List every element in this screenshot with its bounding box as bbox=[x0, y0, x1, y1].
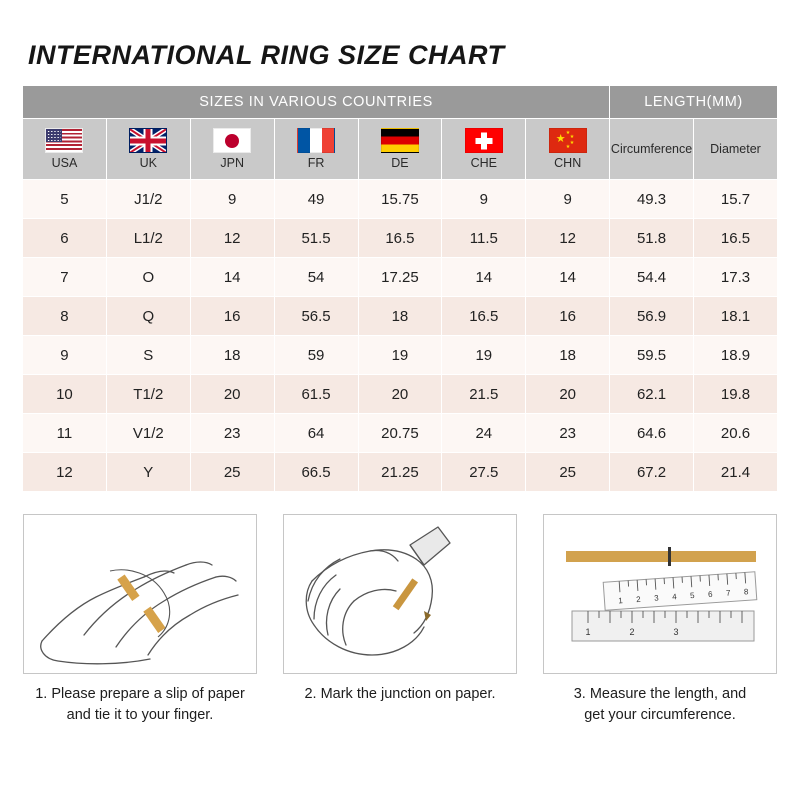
svg-text:3: 3 bbox=[673, 627, 679, 637]
step-3-line1: 3. Measure the length, and bbox=[573, 686, 747, 702]
step-3-caption bbox=[543, 684, 777, 726]
cell-de: 17.25 bbox=[358, 258, 442, 297]
cell-diameter: 19.8 bbox=[694, 375, 778, 414]
cell-che: 16.5 bbox=[442, 297, 526, 336]
step-1 bbox=[23, 514, 257, 726]
cell-jpn: 12 bbox=[190, 219, 274, 258]
hand-marking-with-pen-icon bbox=[284, 515, 517, 674]
column-header-chn bbox=[526, 119, 610, 180]
cell-che: 21.5 bbox=[442, 375, 526, 414]
svg-text:8: 8 bbox=[743, 587, 749, 597]
cell-chn: 23 bbox=[526, 414, 610, 453]
column-header-circumference bbox=[610, 119, 694, 180]
cell-diameter: 18.9 bbox=[694, 336, 778, 375]
group-header-row bbox=[23, 86, 778, 119]
cell-de: 19 bbox=[358, 336, 442, 375]
step-1-caption bbox=[23, 684, 257, 726]
cell-uk: O bbox=[106, 258, 190, 297]
column-label-diameter: Diameter bbox=[710, 142, 761, 156]
cell-usa: 5 bbox=[23, 180, 107, 219]
cell-chn: 12 bbox=[526, 219, 610, 258]
svg-text:2: 2 bbox=[635, 594, 642, 605]
column-label-usa: USA bbox=[51, 156, 78, 170]
cell-de: 16.5 bbox=[358, 219, 442, 258]
column-label-fr: FR bbox=[307, 156, 325, 170]
svg-text:4: 4 bbox=[671, 592, 677, 602]
cell-uk: J1/2 bbox=[106, 180, 190, 219]
flag-china-icon: ★ ★ ★ ★ ★ bbox=[549, 128, 587, 153]
cell-jpn: 14 bbox=[190, 258, 274, 297]
cell-circumference: 54.4 bbox=[610, 258, 694, 297]
cell-fr: 64 bbox=[274, 414, 358, 453]
step-3 bbox=[543, 514, 777, 726]
svg-text:6: 6 bbox=[707, 589, 713, 600]
column-label-chn: CHN bbox=[554, 156, 582, 170]
step-2-illustration bbox=[283, 514, 517, 674]
cell-che: 9 bbox=[442, 180, 526, 219]
flag-germany-icon bbox=[381, 128, 419, 153]
cell-jpn: 16 bbox=[190, 297, 274, 336]
cell-usa: 12 bbox=[23, 453, 107, 492]
page-title: INTERNATIONAL RING SIZE CHART bbox=[28, 40, 505, 70]
cell-jpn: 25 bbox=[190, 453, 274, 492]
cell-de: 15.75 bbox=[358, 180, 442, 219]
cell-chn: 16 bbox=[526, 297, 610, 336]
table-row bbox=[23, 258, 778, 297]
cell-circumference: 67.2 bbox=[610, 453, 694, 492]
column-label-che: CHE bbox=[470, 156, 498, 170]
cell-diameter: 18.1 bbox=[694, 297, 778, 336]
cell-uk: Y bbox=[106, 453, 190, 492]
cell-fr: 49 bbox=[274, 180, 358, 219]
step-2 bbox=[283, 514, 517, 726]
cell-usa: 7 bbox=[23, 258, 107, 297]
cell-che: 14 bbox=[442, 258, 526, 297]
step-1-illustration bbox=[23, 514, 257, 674]
hand-with-paper-strip-icon bbox=[24, 515, 257, 674]
svg-text:1: 1 bbox=[585, 627, 591, 637]
cell-jpn: 18 bbox=[190, 336, 274, 375]
column-header-diameter bbox=[694, 119, 778, 180]
cell-de: 18 bbox=[358, 297, 442, 336]
column-header-che bbox=[442, 119, 526, 180]
flag-france-icon bbox=[297, 128, 335, 153]
cell-diameter: 15.7 bbox=[694, 180, 778, 219]
cell-che: 11.5 bbox=[442, 219, 526, 258]
cell-circumference: 62.1 bbox=[610, 375, 694, 414]
cell-fr: 59 bbox=[274, 336, 358, 375]
column-label-circumference: Circumference bbox=[610, 142, 693, 156]
table-row bbox=[23, 219, 778, 258]
cell-diameter: 20.6 bbox=[694, 414, 778, 453]
cell-fr: 61.5 bbox=[274, 375, 358, 414]
cell-chn: 14 bbox=[526, 258, 610, 297]
cell-circumference: 64.6 bbox=[610, 414, 694, 453]
ruler-upper-icon bbox=[603, 572, 757, 611]
cell-chn: 9 bbox=[526, 180, 610, 219]
table-row bbox=[23, 375, 778, 414]
cell-uk: S bbox=[106, 336, 190, 375]
cell-che: 24 bbox=[442, 414, 526, 453]
svg-text:1: 1 bbox=[617, 596, 624, 606]
cell-diameter: 21.4 bbox=[694, 453, 778, 492]
cell-de: 21.25 bbox=[358, 453, 442, 492]
svg-text:3: 3 bbox=[653, 593, 659, 603]
step-3-illustration bbox=[543, 514, 777, 674]
step-1-line1: 1. Please prepare a slip of paper bbox=[35, 686, 245, 702]
step-2-line1: 2. Mark the junction on paper. bbox=[304, 686, 496, 702]
svg-text:2: 2 bbox=[629, 627, 635, 637]
step-3-line2: get your circumference. bbox=[584, 707, 736, 724]
cell-de: 20.75 bbox=[358, 414, 442, 453]
cell-uk: V1/2 bbox=[106, 414, 190, 453]
cell-usa: 11 bbox=[23, 414, 107, 453]
column-header-uk bbox=[106, 119, 190, 180]
cell-circumference: 49.3 bbox=[610, 180, 694, 219]
step-1-line2: and tie it to your finger. bbox=[66, 707, 214, 724]
table-row bbox=[23, 297, 778, 336]
flag-usa-icon bbox=[45, 128, 83, 153]
ruler-measuring-strip-icon bbox=[544, 515, 777, 674]
flag-uk-icon bbox=[129, 128, 167, 153]
cell-usa: 6 bbox=[23, 219, 107, 258]
column-header-fr bbox=[274, 119, 358, 180]
cell-circumference: 51.8 bbox=[610, 219, 694, 258]
cell-chn: 18 bbox=[526, 336, 610, 375]
cell-uk: T1/2 bbox=[106, 375, 190, 414]
svg-text:7: 7 bbox=[725, 588, 731, 598]
column-header-de bbox=[358, 119, 442, 180]
cell-jpn: 20 bbox=[190, 375, 274, 414]
cell-jpn: 9 bbox=[190, 180, 274, 219]
flag-switzerland-icon bbox=[465, 128, 503, 153]
measuring-steps bbox=[22, 514, 778, 726]
cell-chn: 20 bbox=[526, 375, 610, 414]
table-row bbox=[23, 180, 778, 219]
cell-fr: 56.5 bbox=[274, 297, 358, 336]
cell-circumference: 56.9 bbox=[610, 297, 694, 336]
step-2-caption bbox=[283, 684, 517, 705]
cell-diameter: 17.3 bbox=[694, 258, 778, 297]
cell-jpn: 23 bbox=[190, 414, 274, 453]
ring-size-table bbox=[22, 85, 778, 492]
svg-text:5: 5 bbox=[689, 591, 695, 601]
cell-uk: Q bbox=[106, 297, 190, 336]
column-label-jpn: JPN bbox=[220, 156, 244, 170]
column-label-de: DE bbox=[391, 156, 409, 170]
column-label-uk: UK bbox=[139, 156, 157, 170]
cell-de: 20 bbox=[358, 375, 442, 414]
cell-che: 27.5 bbox=[442, 453, 526, 492]
table-row bbox=[23, 453, 778, 492]
cell-circumference: 59.5 bbox=[610, 336, 694, 375]
cell-usa: 8 bbox=[23, 297, 107, 336]
cell-che: 19 bbox=[442, 336, 526, 375]
group-header-countries: SIZES IN VARIOUS COUNTRIES bbox=[23, 86, 610, 119]
cell-fr: 66.5 bbox=[274, 453, 358, 492]
table-row bbox=[23, 336, 778, 375]
cell-fr: 51.5 bbox=[274, 219, 358, 258]
cell-usa: 9 bbox=[23, 336, 107, 375]
ruler-lower-icon bbox=[572, 611, 754, 641]
flag-japan-icon bbox=[213, 128, 251, 153]
cell-uk: L1/2 bbox=[106, 219, 190, 258]
cell-diameter: 16.5 bbox=[694, 219, 778, 258]
group-header-length: LENGTH(MM) bbox=[610, 86, 778, 119]
column-header-row bbox=[23, 119, 778, 180]
cell-chn: 25 bbox=[526, 453, 610, 492]
table-row bbox=[23, 414, 778, 453]
column-header-jpn bbox=[190, 119, 274, 180]
cell-fr: 54 bbox=[274, 258, 358, 297]
column-header-usa bbox=[23, 119, 107, 180]
cell-usa: 10 bbox=[23, 375, 107, 414]
